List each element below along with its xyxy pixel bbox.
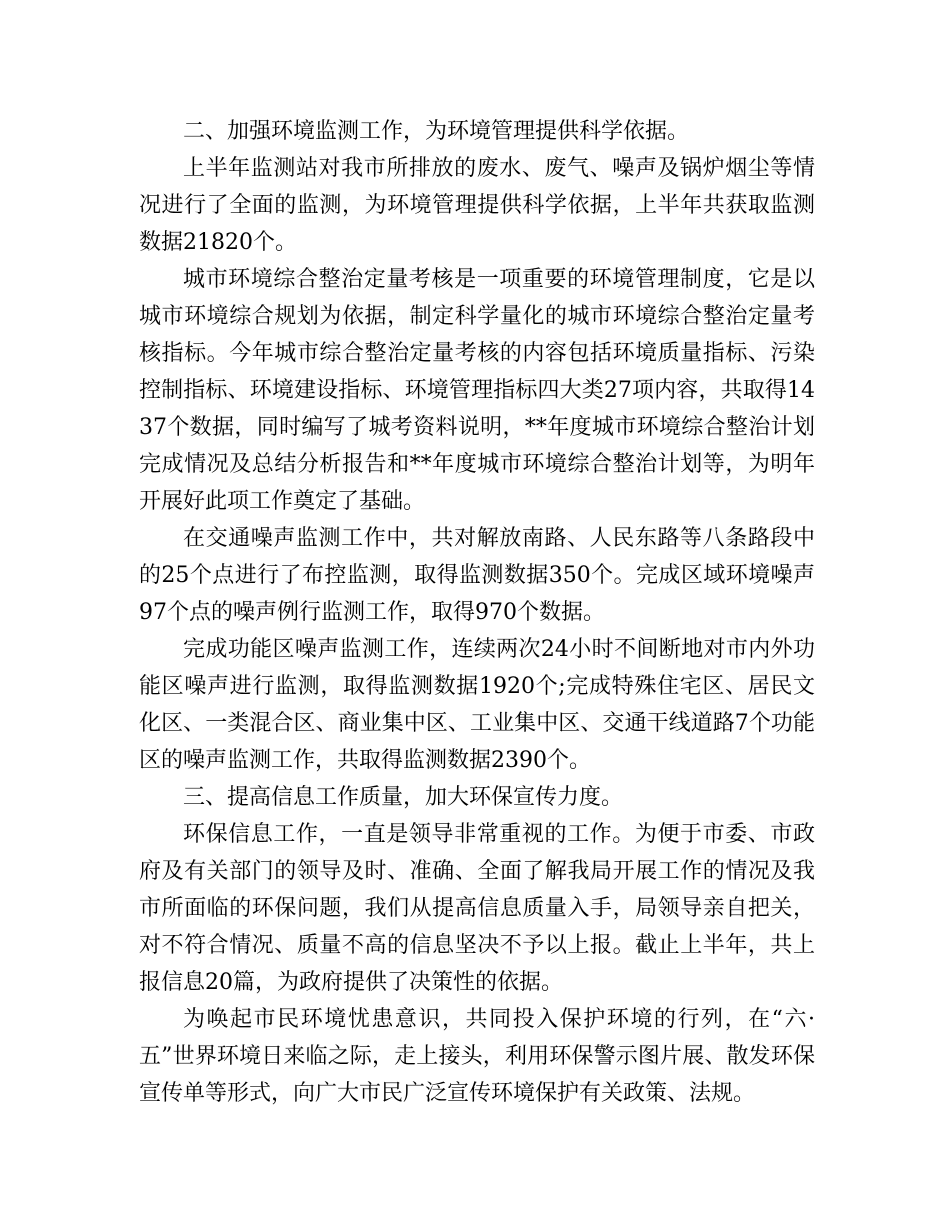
paragraph-information-work: 环保信息工作，一直是领导非常重视的工作。为便于市委、市政府及有关部门的领导及时、准确、全面了解我局开展工作的情况及我市所面临的环保问题，我们从提高信息质量入手，局领导亲自把关，对不符合情况、质量不高的信息坚决不予以上报。截止上半年，共上报信息20篇，为政府提供了决策性的依据。	[139, 822, 815, 995]
document-body	[139, 113, 815, 1112]
paragraph-city-assessment: 城市环境综合整治定量考核是一项重要的环境管理制度，它是以城市环境综合规划为依据，制定科学量化的城市环境综合整治定量考核指标。今年城市综合整治定量考核的内容包括环境质量指标、污染控制指标、环境建设指标、环境管理指标四大类27项内容，共取得1437个数据，同时编写了城考资料说明，**年度城市环境综合整治计划完成情况及总结分析报告和**年度城市环境综合整治计划等，为明年开展好此项工作奠定了基础。	[139, 267, 815, 514]
heading-section-three: 三、提高信息工作质量，加大环保宣传力度。	[183, 785, 624, 810]
heading-section-two: 二、加强环境监测工作，为环境管理提供科学依据。	[183, 119, 690, 144]
paragraph-monitoring-data: 上半年监测站对我市所排放的废水、废气、噪声及锅炉烟尘等情况进行了全面的监测，为环境管理提供科学依据，上半年共获取监测数据21820个。	[139, 156, 815, 255]
paragraph-environment-day: 为唤起市民环境忧患意识，共同投入保护环境的行列，在“六·五”世界环境日来临之际，走上接头，利用环保警示图片展、散发环保宣传单等形式，向广大市民广泛宣传环境保护有关政策、法规。	[139, 1007, 815, 1106]
paragraph-functional-zone-noise: 完成功能区噪声监测工作，连续两次24小时不间断地对市内外功能区噪声进行监测，取得监测数据1920个;完成特殊住宅区、居民文化区、一类混合区、商业集中区、工业集中区、交通干线道路7个功能区的噪声监测工作，共取得监测数据2390个。	[139, 637, 815, 773]
paragraph-traffic-noise: 在交通噪声监测工作中，共对解放南路、人民东路等八条路段中的25个点进行了布控监测，取得监测数据350个。完成区域环境噪声97个点的噪声例行监测工作，取得970个数据。	[139, 526, 815, 625]
